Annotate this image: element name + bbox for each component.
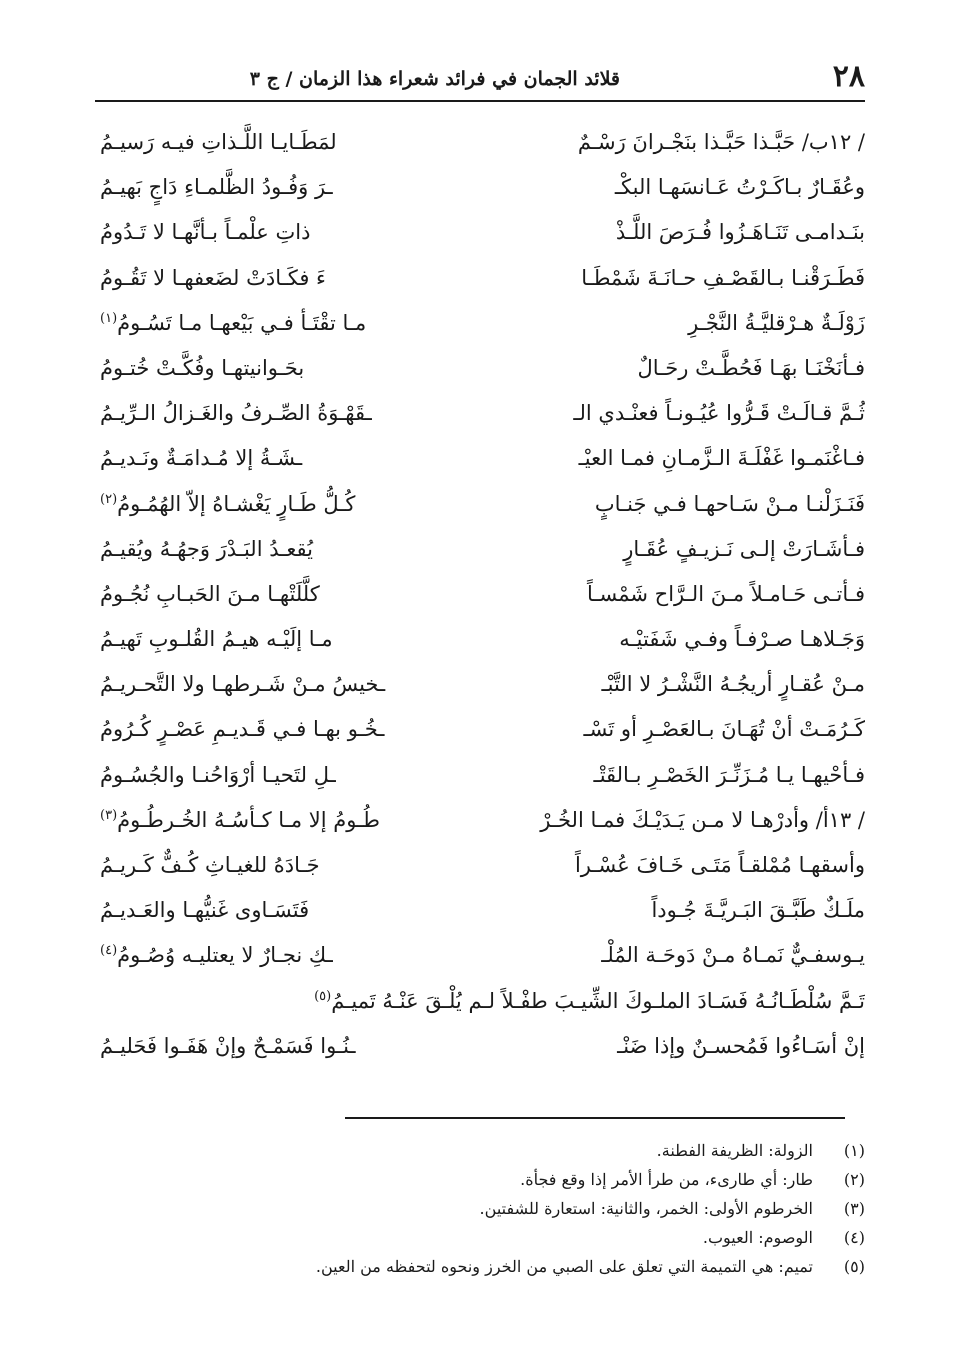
poem — [100, 120, 865, 1069]
verse-line — [100, 933, 865, 978]
verse-text: ـشَـةُ إلا مُـدامَـةٌ ونَـديـمُ — [100, 446, 303, 471]
verse-text: كُـلُّ طَـارٍ يَغْشـاهُ إلاّ الهُمُـومُ — [117, 491, 356, 516]
verse-line — [100, 707, 865, 752]
verse-second-hemistich — [100, 165, 470, 210]
verse-text: لمَطَـايـا اللَّـذاتِ فيـه رَسيـمُ — [100, 130, 337, 154]
verse-line — [100, 256, 865, 301]
verse-first-hemistich: بنَـدامـى تَنَـاهَـزُوا فُـرَصَ اللَّـذْ — [615, 220, 865, 245]
footnote-reference: (١) — [100, 310, 118, 326]
verse-text: ـخُـو بهـا فـي قَـديـمِ عَصْـرٍ كُـرُومُ — [100, 717, 385, 742]
verse-text: ـلِ لتَحيـا أرْوَاحُنـا والجُسُـومُ — [100, 762, 336, 787]
verse-first-hemistich: ملَـكٌ طَبَّـقَ البَـريَّـةَ جُـوداً — [651, 898, 865, 923]
verse-line — [100, 843, 865, 888]
verse-first-hemistich: وعُقَـارٌ بـاكَـرْتُ عَـانسَهـا البكْـ — [614, 175, 865, 200]
verse-second-hemistich — [100, 527, 470, 572]
verse-text: بحَـوانيتهـا وفُكَّـتْ خُتـومُ — [100, 355, 305, 380]
footnote-item — [200, 1194, 865, 1223]
verse-line — [100, 617, 865, 662]
footnote-item — [200, 1223, 865, 1252]
verse-first-hemistich: / ١٢ب/ حَبَّـذا حَبَّـذا بنَجْـرانَ رَسْـمٌ — [577, 130, 865, 154]
verse-first-hemistich: فـاغْنَمـوا غَفْلَـةَ الـزَّمـانِ فمـا العيْـ — [578, 446, 865, 471]
verse-line — [100, 482, 865, 527]
verse-second-hemistich — [100, 798, 470, 843]
running-title: قلائد الجمان في فرائد شعراء هذا الزمان / ج ٣ — [249, 68, 620, 90]
verse-text: ءَ فكَـادَتْ لضَعفهـا لا تَقُـومُ — [100, 265, 326, 290]
footnote-text: الزولة: الظريفة الفطنة. — [656, 1141, 813, 1160]
verse-second-hemistich — [100, 662, 470, 707]
verse-line — [100, 210, 865, 255]
verse-text: يُقعـدُ البَـدْرَ وَجهُـهُ ويُقيـمُ — [100, 536, 313, 561]
verse-text: ـكِ نجـارٌ لا يعتليـه وُصُـومُ — [117, 943, 333, 968]
verse-line — [100, 436, 865, 481]
footnote-rule — [345, 1117, 845, 1119]
footnote-number: (٢) — [843, 1170, 865, 1189]
footnote-number: (٣) — [843, 1199, 865, 1218]
verse-first-hemistich: كَـرُمَـتْ أنْ تُهَـانَ بـالعَصْـرِ أو تَسْـ — [583, 717, 865, 742]
verse-line — [100, 662, 865, 707]
verse-line — [100, 1024, 865, 1069]
verse-line — [100, 527, 865, 572]
footnote-text: طار: أي طارىء، من طرأ الأمر إذا وقع فجأة. — [520, 1170, 813, 1189]
verse-text: ـنُـوا فَسَمْـحٌ وإنْ هَفَـوا فَحَليـمُ — [100, 1033, 356, 1058]
footnote-reference: (٣) — [100, 807, 118, 823]
verse-first-hemistich: زَوْلَـةٌ هـرْقليَّـةُ النَّجْـرِ — [688, 310, 865, 335]
verse-text: ـخيسُ مـنْ شَـرطهـا ولا التَّحـريـمُ — [100, 672, 386, 697]
page-header — [95, 58, 865, 104]
header-rule — [95, 100, 865, 102]
verse-text: فَتَسَـاوى غَنيُّهـا والعَـديـمُ — [100, 898, 310, 923]
verse-first-hemistich: يـوسفـيٌّ نَمـاهُ مـنْ دَوحَـة المُلْـ — [601, 943, 865, 968]
verse-second-hemistich — [100, 120, 470, 165]
verse-second-hemistich — [100, 210, 470, 255]
footnote-reference: (٢) — [100, 491, 118, 507]
verse-text: طُـومُ إلا مـا كـأسُـهُ الخُـرطُـومُ — [117, 807, 380, 832]
verse-text: كلَّلَتْهـا مـنَ الحَبـابِ نُجُـومُ — [100, 581, 320, 606]
verse-line — [100, 165, 865, 210]
verse-second-hemistich — [100, 391, 470, 436]
footnote-item — [200, 1252, 865, 1281]
verse-first-hemistich: وَجَـلاهـا صـرْفـاً وفـي شَفَتيْـه — [619, 627, 865, 652]
verse-first-hemistich: فـأحْيهـا يـا مُـزَنِّـرَ الخَصْـرِ بـالقَتْـ — [593, 762, 865, 787]
footnote-text: الخرطوم الأولى: الخمر، والثانية: استعارة للشفتين. — [479, 1199, 813, 1218]
footnote-number: (٥) — [843, 1257, 865, 1276]
verse-second-hemistich — [100, 617, 470, 662]
footnote-number: (٤) — [843, 1228, 865, 1247]
verse-line — [100, 798, 865, 843]
verse-first-hemistich: وأسقهـا مُمْلقـاً مَتَـى خَـافَ عُسْـراً — [574, 853, 865, 877]
verse-second-hemistich — [100, 482, 470, 527]
verse-second-hemistich — [100, 256, 470, 301]
verse-text: ذاتِ علْمـاً بـأنَّهـا لا تَـدُومُ — [100, 220, 311, 245]
verse-second-hemistich — [100, 301, 470, 346]
verse-line — [100, 888, 865, 933]
verse-line — [100, 979, 865, 1024]
verse-second-hemistich — [100, 753, 470, 798]
verse-line — [100, 753, 865, 798]
verse-second-hemistich — [100, 1024, 470, 1069]
footnote-item — [200, 1136, 865, 1165]
verse-first-hemistich: فـأتـى حَـامـلاً مـنَ الـرَّاح شَمْسـاً — [586, 581, 865, 606]
verse-line — [100, 120, 865, 165]
verse-second-hemistich — [100, 436, 470, 481]
verse-first-hemistich: فـأنَخْنَـا بهَـا فَحُطَّـتْ رحَـالٌ — [637, 355, 865, 380]
verse-text: مـا تقْتَـأ فـي بَيْعهـا مـا تَسُـومُ — [117, 310, 367, 335]
footnotes — [200, 1136, 865, 1281]
verse-second-hemistich — [100, 843, 470, 888]
verse-first-hemistich: إنْ أسَـاءُوا فَمُحسـنٌ وإذا ضَنْـ — [617, 1033, 865, 1058]
page-number: ٢٨ — [832, 59, 865, 94]
verse-first-hemistich: فَطَـرَقْنـا بـالقَصْـفِ حـانَـةَ شَمْطَـا — [581, 265, 865, 290]
verse-first-hemistich: مـنْ عُقـارٍ أريجُـهُ النَّشْـرُ لا التَّبْـ — [601, 672, 865, 697]
verse-line — [100, 301, 865, 346]
verse-line — [100, 572, 865, 617]
footnote-item — [200, 1165, 865, 1194]
verse-first-hemistich: فَنَـزَلْنـا مـنْ سَـاحهـا فـي جَنـابٍ — [594, 491, 865, 516]
verse-text: تَـمَّ سُلْطَـانُـهُ فَسَـادَ الملـوكَ الشِّيـبَ طفْـلاً لـم يُلْـقَ عَنْـهُ تَميـمُ — [331, 988, 865, 1013]
verse-second-hemistich — [100, 888, 470, 933]
verse-second-hemistich — [100, 707, 470, 752]
verse-line — [100, 346, 865, 391]
footnote-text: تميم: هي التميمة التي تعلق على الصبي من الخرز ونحوه لتحفظه من العين. — [315, 1257, 813, 1276]
verse-line — [100, 391, 865, 436]
verse-text: مـا إلَيْـه هيـمُ القُلـوبِ تَهيـمُ — [100, 627, 333, 652]
verse-first-hemistich: فـأشَـارَتْ إلـى نَـزيـفٍ عُقَـارٍ — [623, 536, 865, 561]
verse-full-line — [100, 979, 865, 1024]
verse-second-hemistich — [100, 933, 470, 978]
footnote-text: الوصوم: العيوب. — [702, 1228, 813, 1247]
footnote-reference: (٤) — [100, 943, 118, 959]
verse-text: ـرَ وَفُـودُ الظَّلمـاءِ دَاجٍ بَهيـمُ — [100, 175, 333, 200]
verse-text: جَـادَهُ للغيـاثِ كُـفٌّ كَـريـمُ — [100, 853, 320, 877]
verse-second-hemistich — [100, 572, 470, 617]
verse-first-hemistich: / ١٣أ/ وأدرْهـا لا مـن يَـدَيْـكَ فمـا الخُـرْ — [540, 807, 865, 832]
verse-first-hemistich: ثُـمَّ قـالَـتْ قَـرُّوا عُيُـونـاً فعنْـدي الـ — [573, 401, 865, 426]
verse-second-hemistich — [100, 346, 470, 391]
footnote-reference: (٥) — [314, 988, 332, 1004]
verse-text: ـقَهْـوَةُ الصِّـرفُ والغَـزالُ الـرِّيـمُ — [100, 401, 372, 426]
footnote-number: (١) — [843, 1141, 865, 1160]
